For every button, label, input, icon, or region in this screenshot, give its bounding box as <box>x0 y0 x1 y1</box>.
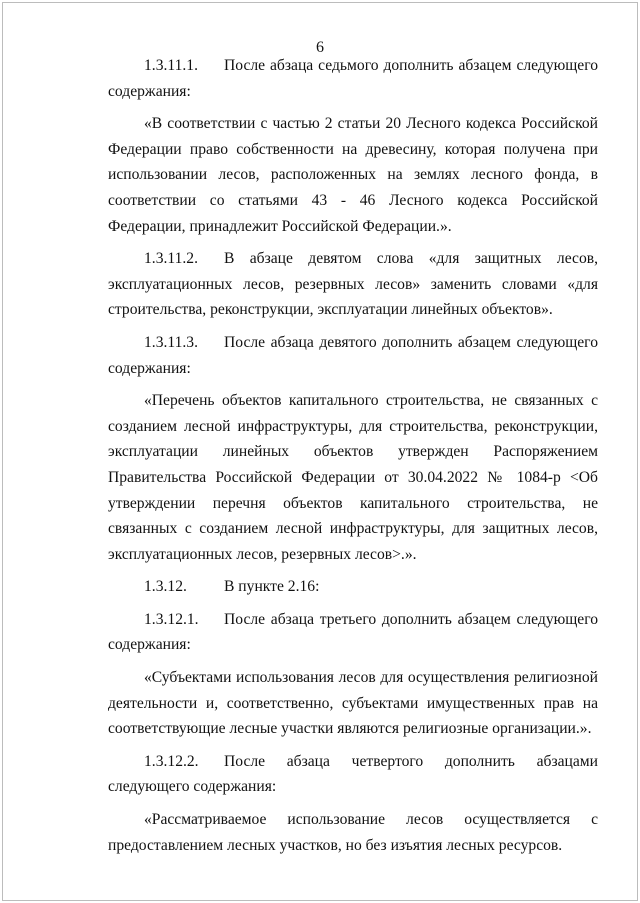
paragraph-text: После абзаца третьего дополнить абзацем следующего содержания: <box>108 610 598 654</box>
clause-number: 1.3.11.1. <box>144 57 198 74</box>
paragraph-1-3-11-3 <box>108 330 598 381</box>
paragraph-text: В абзаце девятом слова «для защитных лесов, эксплуатационных лесов, резервных лесов» заменить словами «для строительства, реконструкции, эксплуатации линейных объектов». <box>108 250 598 319</box>
clause-number: 1.3.11.2. <box>144 250 198 268</box>
paragraph-text: В пункте 2.16: <box>224 578 320 596</box>
paragraph-1-3-11-1 <box>108 53 598 104</box>
paragraph-text: После абзаца девятого дополнить абзацем следующего содержания: <box>108 333 598 377</box>
clause-number: 1.3.12.2. <box>144 752 199 770</box>
paragraph-text: После абзаца четвертого дополнить абзацами следующего содержания: <box>108 752 598 796</box>
paragraph-1-3-11-2 <box>108 246 598 323</box>
paragraph-text: «Рассматриваемое использование лесов осуществляется с предоставлением лесных участков, но без изъятия лесных ресурсов. <box>108 811 598 854</box>
paragraph-text: «В соответствии с частью 2 статьи 20 Лесного кодекса Российской Федерации право собственности на древесину, которая получена при использовании лесов, расположенных на землях лесного фонда, в соответствии со статьями 43 - 46 Лесного кодекса Российской Федерации, принадлежит Российской Федерации.». <box>108 115 598 235</box>
paragraph-quote-3 <box>108 665 598 742</box>
paragraph-text: «Перечень объектов капитального строительства, не связанных с созданием лесной инфраструктуры, для строительства, реконструкции, эксплуатации линейных объектов утвержден Распоряжением Правительства Российской Федерации от 30.04.2022 № 1084-р <Об утверждении перечня объектов капитального строительства, не связанных с созданием лесной инфраструктуры, для защитных лесов, эксплуатационных лесов, резервных лесов>.». <box>108 392 598 563</box>
paragraph-quote-4 <box>108 807 598 858</box>
clause-number: 1.3.12.1. <box>144 610 199 628</box>
document-body <box>108 53 598 858</box>
paragraph-quote-1 <box>108 111 598 239</box>
paragraph-text: «Субъектами использования лесов для осуществления религиозной деятельности и, соответственно, субъектами имущественных прав на соответствующие лесные участки являются религиозные организации.». <box>108 669 598 738</box>
paragraph-quote-2 <box>108 388 598 567</box>
paragraph-1-3-12 <box>108 574 598 600</box>
paragraph-1-3-12-2 <box>108 749 598 800</box>
clause-number: 1.3.12. <box>144 578 187 596</box>
paragraph-text: После абзаца седьмого дополнить абзацем следующего содержания: <box>108 57 598 100</box>
paragraph-1-3-12-1 <box>108 607 598 658</box>
clause-number: 1.3.11.3. <box>144 333 198 351</box>
page-number: 6 <box>316 39 324 56</box>
